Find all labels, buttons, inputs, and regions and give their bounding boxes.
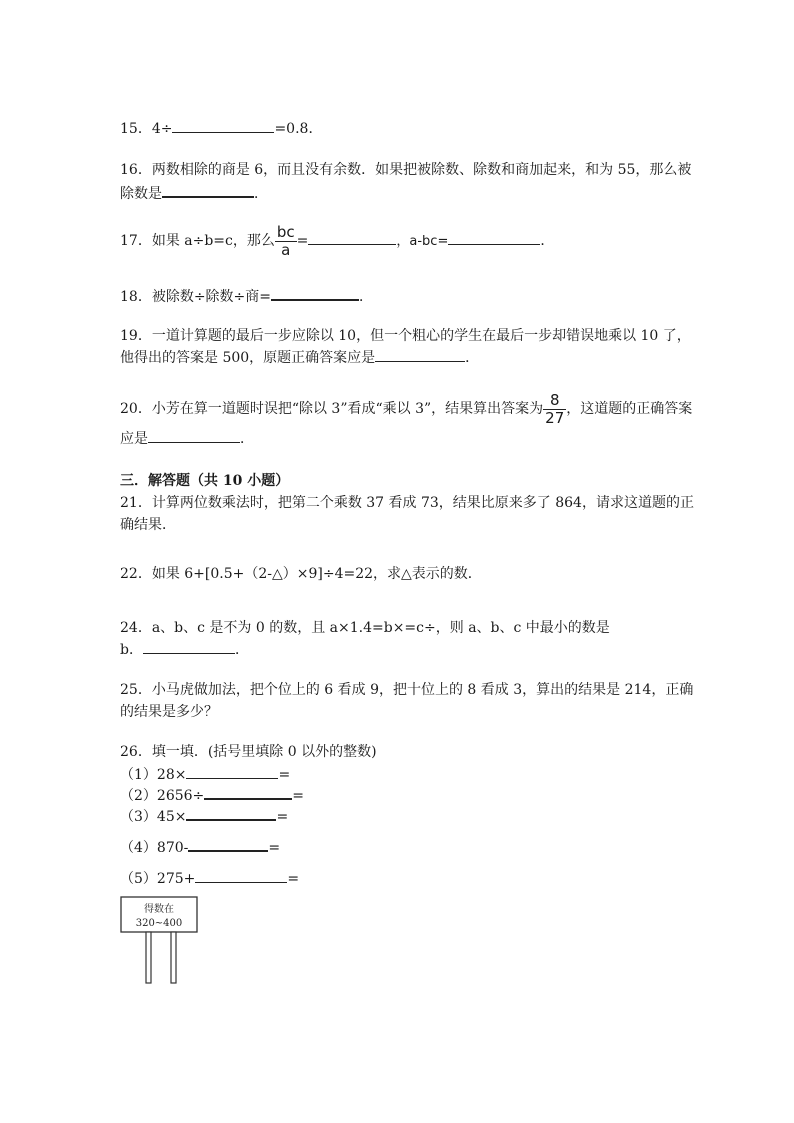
q20-line2-prefix: 应是 [120, 431, 148, 447]
q26-item-suffix: = [287, 871, 300, 887]
q16-line2 [120, 182, 268, 204]
q17-blank-1[interactable] [308, 230, 396, 245]
q24-prefix: b． [120, 642, 143, 658]
q20-blank[interactable] [148, 428, 240, 443]
q17-eq: = [296, 233, 309, 249]
q16-line1: 16．两数相除的商是 6，而且没有余数．如果把被除数、除数和商加起来，和为 55，那么被 [120, 162, 692, 178]
q19-line1: 19．一道计算题的最后一步应除以 10，但一个粗心的学生在最后一步却错误地乘以 10 了， [120, 328, 691, 344]
q26-item-suffix: = [276, 809, 289, 825]
q20-suffix: ，这道题的正确答案 [566, 401, 693, 417]
q18-blank[interactable] [271, 285, 359, 301]
q16-blank[interactable] [162, 182, 254, 198]
question-15 [120, 118, 322, 139]
q16-prefix: 除数是 [120, 186, 162, 202]
q15-prefix: 15．4÷ [120, 121, 173, 137]
q26-item-3 [120, 805, 288, 827]
q26-item-suffix: = [268, 840, 281, 856]
q26-item-prefix: （5）275+ [120, 871, 196, 887]
signboard-post-left [146, 932, 151, 983]
q15-blank[interactable] [172, 118, 274, 133]
q15-suffix: =0.8． [274, 121, 323, 137]
q26-blank-2[interactable] [204, 784, 292, 800]
q26-item-suffix: = [292, 788, 305, 804]
q24-suffix: ． [234, 642, 249, 658]
q26-item-prefix: （2）2656÷ [120, 788, 205, 804]
q20-line2 [120, 428, 254, 449]
q20-prefix: 20．小芳在算一道题时误把“除以 3”看成“乘以 3”，结果算出答案为 [120, 401, 544, 417]
q26-item-prefix: （1）28× [120, 767, 187, 783]
q18-prefix: 18．被除数÷除数÷商= [120, 289, 272, 305]
question-17 [120, 222, 554, 261]
q17-blank-2[interactable] [448, 230, 540, 245]
signboard-text-1: 得数在 [144, 904, 174, 915]
q25-line2: 的结果是多少？ [120, 704, 218, 720]
q20-frac-den: 27 [545, 408, 565, 427]
q24-blank[interactable] [143, 639, 235, 654]
q19-line2 [120, 347, 479, 368]
q17-prefix: 17．如果 a÷b=c，那么 [120, 233, 275, 249]
q17-mid: ，a-bc= [396, 234, 449, 249]
q19-blank[interactable] [375, 347, 465, 362]
q17-frac-den: a [281, 240, 291, 259]
q25-line1: 25．小马虎做加法，把个位上的 6 看成 9，把十位上的 8 看成 3，算出的结果是 214，正确 [120, 682, 694, 698]
q20-fraction [543, 392, 566, 427]
question-22: 22．如果 6+[0.5+（2-△）×9]÷4=22，求△表示的数． [120, 566, 482, 582]
q26-blank-4[interactable] [188, 836, 268, 852]
q26-item-suffix: = [278, 767, 291, 783]
q17-suffix: ． [540, 233, 555, 249]
signboard-illustration [120, 895, 200, 985]
q26-blank-1[interactable] [186, 764, 278, 779]
q26-blank-5[interactable] [195, 868, 287, 883]
q21-line2: 确结果． [120, 517, 176, 533]
q20-line1 [120, 390, 692, 428]
q26-item-prefix: （4）870- [120, 840, 189, 856]
q26-item-4 [120, 836, 280, 858]
q17-fraction [275, 224, 297, 259]
q26-item-5 [120, 868, 299, 889]
q24-line2 [120, 639, 249, 660]
q26-blank-3[interactable] [186, 805, 276, 821]
signboard-text-2: 320~400 [135, 918, 183, 929]
section-3-title: 三．解答题（共 10 小题） [120, 473, 290, 489]
q17-frac-num: bc [276, 222, 295, 241]
q26-item-prefix: （3）45× [120, 809, 187, 825]
q24-line1: 24．a、b、c 是不为 0 的数，且 a×1.4=b×=c÷，则 a、b、c 中最小的数是 [120, 620, 610, 636]
q19-suffix: ． [465, 350, 480, 366]
q26-item-2 [120, 784, 304, 806]
question-18 [120, 285, 373, 307]
q20-frac-num: 8 [543, 392, 566, 410]
signboard-post-right [171, 932, 176, 983]
q20-line2-suffix: ． [240, 431, 254, 447]
q21-line1: 21．计算两位数乘法时，把第二个乘数 37 看成 73，结果比原来多了 864，请求这道题的正 [120, 495, 694, 511]
q16-suffix: ． [254, 186, 268, 202]
q26-item-1 [120, 764, 290, 785]
q26-title: 26．填一填．(括号里填除 0 以外的整数) [120, 744, 377, 760]
q19-prefix: 他得出的答案是 500，原题正确答案应是 [120, 350, 376, 366]
q18-suffix: ． [359, 289, 374, 305]
